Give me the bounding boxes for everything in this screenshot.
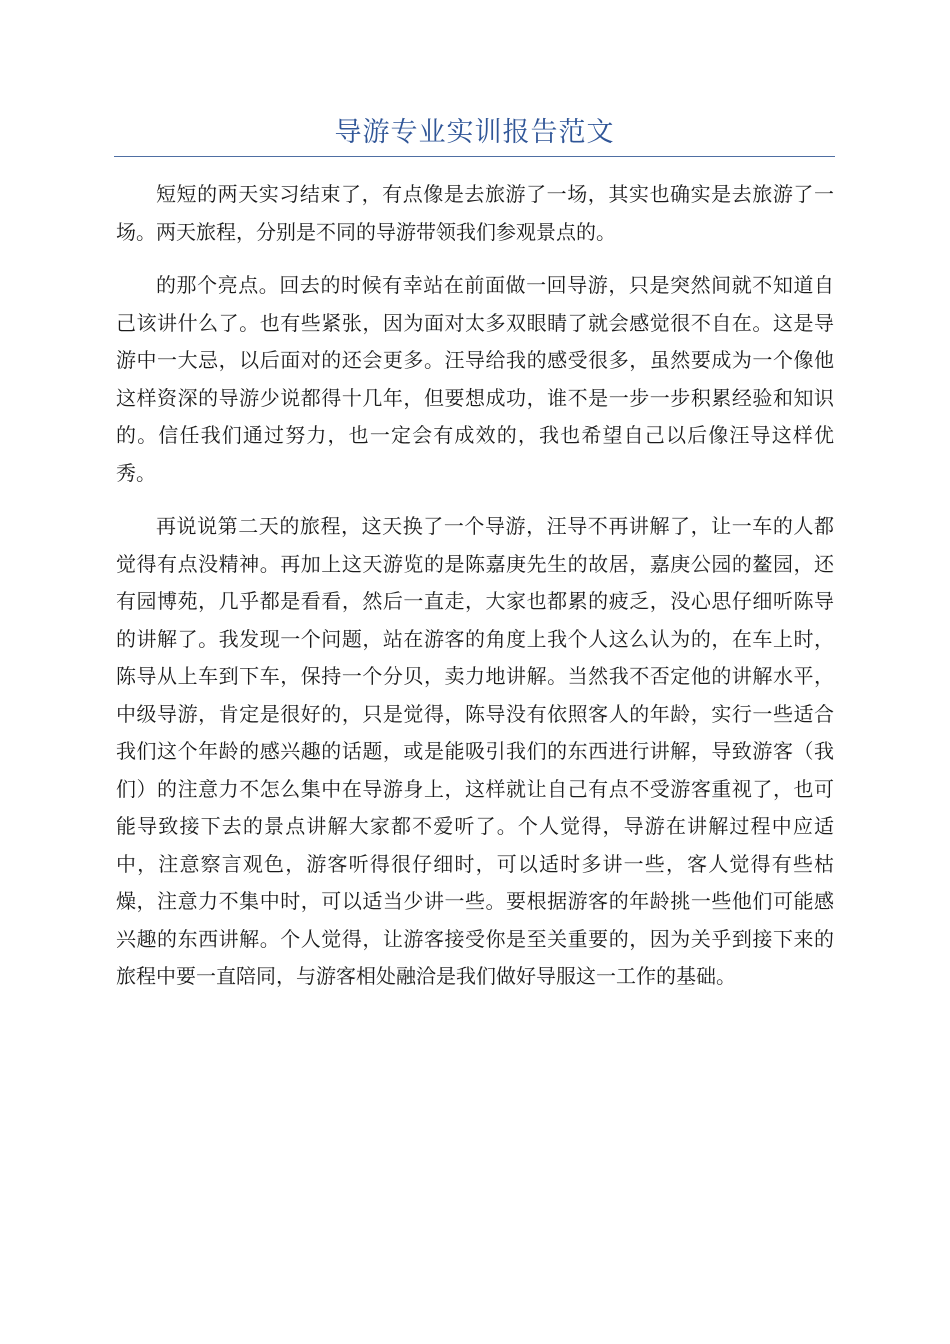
document-title: 导游专业实训报告范文 bbox=[334, 117, 615, 148]
paragraph-2: 的那个亮点。回去的时候有幸站在前面做一回导游，只是突然间就不知道自己该讲什么了。也有些紧张，因为面对太多双眼睛了就会感觉很不自在。这是导游中一大忌，以后面对的还会更多。汪导给我的感受很多，虽然要成为一个像他这样资深的导游少说都得十几年，但要想成功，谁不是一步一步积累经验和知识的。信任我们通过努力，也一定会有成效的，我也希望自己以后像汪导这样优秀。 bbox=[116, 273, 834, 485]
document-body bbox=[116, 176, 834, 1012]
paragraph-3: 再说说第二天的旅程，这天换了一个导游，汪导不再讲解了，让一车的人都觉得有点没精神。再加上这天游览的是陈嘉庚先生的故居，嘉庚公园的鳌园，还有园博苑，几乎都是看看，然后一直走，大家也都累的疲乏，没心思仔细听陈导的讲解了。我发现一个问题，站在游客的角度上我个人这么认为的，在车上时，陈导从上车到下车，保持一个分贝，卖力地讲解。当然我不否定他的讲解水平，中级导游，肯定是很好的，只是觉得，陈导没有依照客人的年龄，实行一些适合我们这个年龄的感兴趣的话题，或是能吸引我们的东西进行讲解，导致游客（我们）的注意力不怎么集中在导游身上，这样就让自己有点不受游客重视了，也可能导致接下去的景点讲解大家都不爱听了。个人觉得，导游在讲解过程中应适中，注意察言观色，游客听得很仔细时，可以适时多讲一些，客人觉得有些枯燥，注意力不集中时，可以适当少讲一些。要根据游客的年龄挑一些他们可能感兴趣的东西讲解。个人觉得，让游客接受你是至关重要的，因为关乎到接下来的旅程中要一直陪同，与游客相处融洽是我们做好导服这一工作的基础。 bbox=[116, 514, 834, 988]
paragraph-1: 短短的两天实习结束了，有点像是去旅游了一场，其实也确实是去旅游了一场。两天旅程，分别是不同的导游带领我们参观景点的。 bbox=[116, 182, 834, 244]
title-block bbox=[114, 110, 835, 157]
